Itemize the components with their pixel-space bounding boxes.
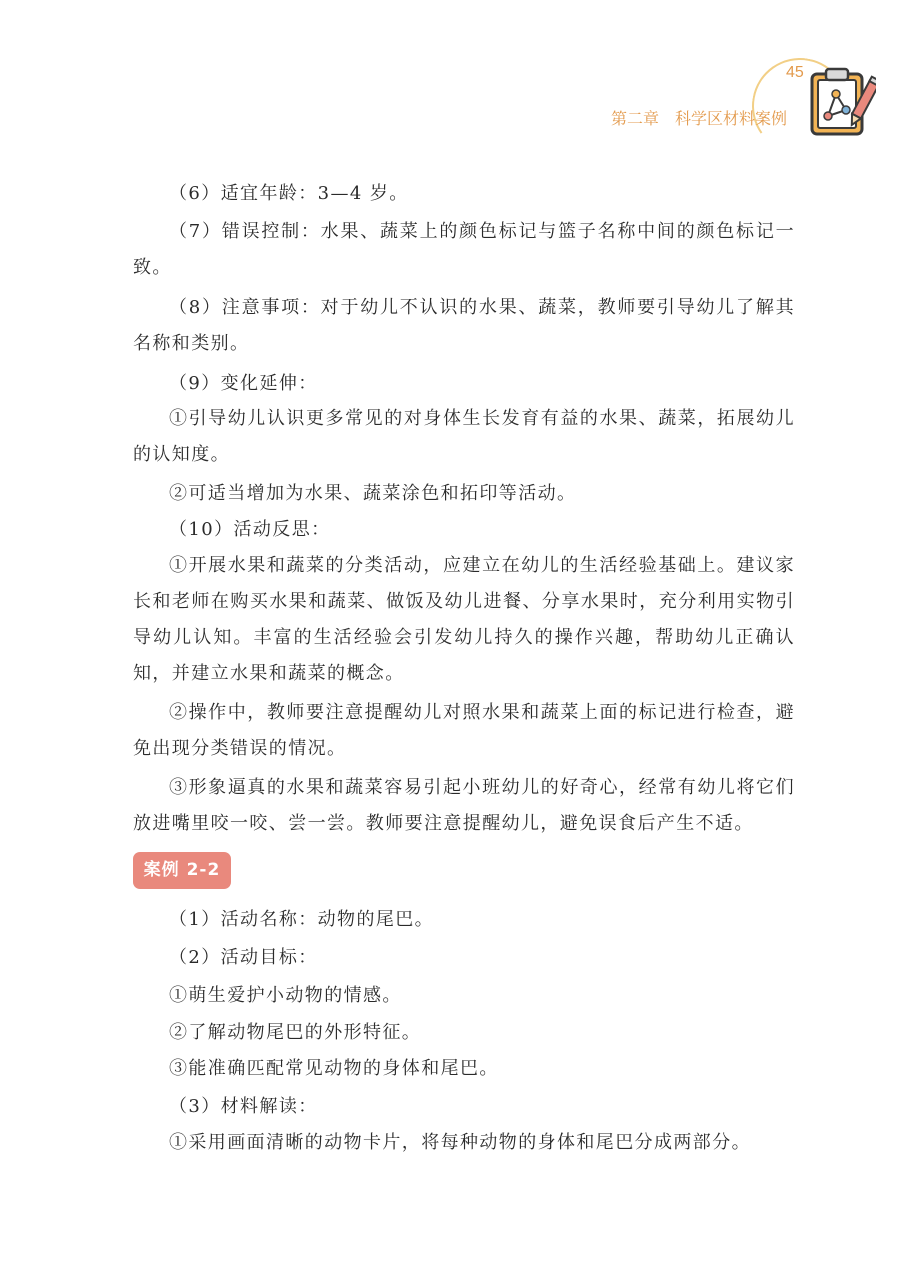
case-paragraph: （1）活动名称：动物的尾巴。 bbox=[169, 909, 435, 930]
paragraph: ②可适当增加为水果、蔬菜涂色和拓印等活动。 bbox=[169, 483, 577, 504]
paragraph: （10）活动反思： bbox=[169, 519, 331, 540]
case-paragraph: （3）材料解读： bbox=[169, 1096, 318, 1117]
paragraph: ①开展水果和蔬菜的分类活动，应建立在幼儿的生活经验基础上。建议家长和老师在购买水果和蔬菜、做饭及幼儿进餐、分享水果时，充分利用实物引导幼儿认知。丰富的生活经验会引发幼儿持久的操作兴趣，帮助幼儿正确认知，并建立水果和蔬菜的概念。 bbox=[133, 555, 795, 684]
paragraph: ①引导幼儿认识更多常见的对身体生长发育有益的水果、蔬菜，拓展幼儿的认知度。 bbox=[133, 408, 795, 465]
case-paragraph: （2）活动目标： bbox=[169, 947, 318, 968]
clipboard-icon bbox=[808, 66, 876, 138]
case-paragraph: ①萌生爱护小动物的情感。 bbox=[169, 985, 402, 1006]
case-paragraph: ②了解动物尾巴的外形特征。 bbox=[169, 1022, 422, 1043]
case-paragraph: ③能准确匹配常见动物的身体和尾巴。 bbox=[169, 1058, 499, 1079]
paragraph: ③形象逼真的水果和蔬菜容易引起小班幼儿的好奇心，经常有幼儿将它们放进嘴里咬一咬、尝一尝。教师要注意提醒幼儿，避免误食后产生不适。 bbox=[133, 777, 795, 834]
case-badge: 案例 2-2 bbox=[133, 852, 231, 889]
paragraph: （7）错误控制：水果、蔬菜上的颜色标记与篮子名称中间的颜色标记一致。 bbox=[133, 221, 795, 278]
chapter-title: 第二章 科学区材料案例 bbox=[611, 109, 788, 128]
paragraph: ②操作中，教师要注意提醒幼儿对照水果和蔬菜上面的标记进行检查，避免出现分类错误的情况。 bbox=[133, 702, 795, 759]
case-paragraph: ①采用画面清晰的动物卡片，将每种动物的身体和尾巴分成两部分。 bbox=[169, 1132, 751, 1153]
paragraph: （8）注意事项：对于幼儿不认识的水果、蔬菜，教师要引导幼儿了解其名称和类别。 bbox=[133, 297, 795, 354]
page-number: 45 bbox=[786, 64, 804, 81]
paragraph: （6）适宜年龄：3—4 岁。 bbox=[169, 183, 409, 204]
paragraph: （9）变化延伸： bbox=[169, 373, 318, 394]
